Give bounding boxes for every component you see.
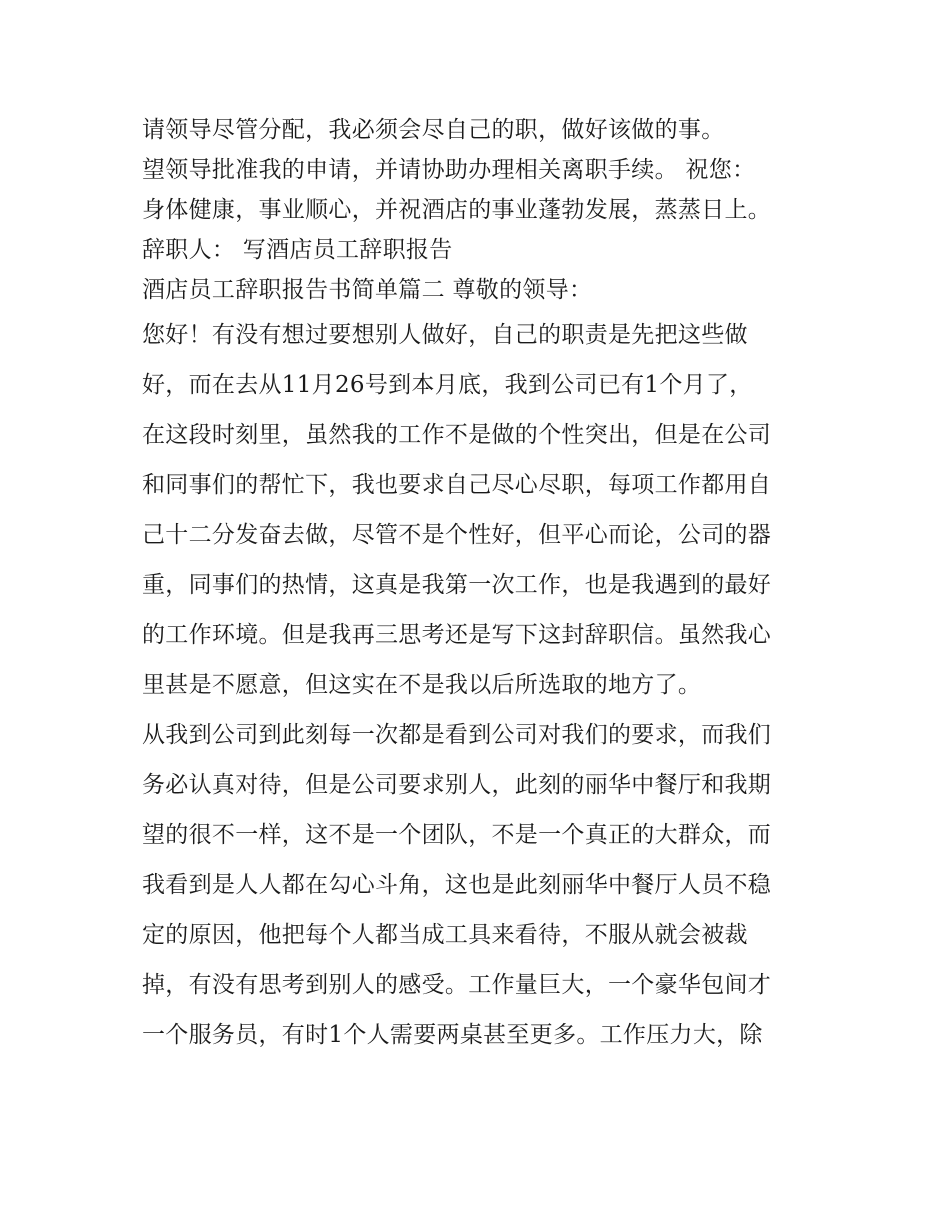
text-line: 您好！有没有想过要想别人做好，自己的职责是先把这些做 bbox=[142, 322, 748, 348]
text-line: 望领导批准我的申请，并请协助办理相关离职手续。 祝您： bbox=[142, 157, 756, 183]
text-line: 请领导尽管分配，我必须会尽自己的职，做好该做的事。 bbox=[142, 117, 725, 143]
text-line: 里甚是不愿意，但这实在不是我以后所选取的地方了。 bbox=[142, 672, 702, 698]
text-line: 定的原因，他把每个人都当成工具来看待，不服从就会被裁 bbox=[142, 922, 748, 948]
text-line: 己十二分发奋去做，尽管不是个性好，但平心而论，公司的器 bbox=[142, 522, 772, 548]
text-line: 我看到是人人都在勾心斗角，这也是此刻丽华中餐厅人员不稳 bbox=[142, 872, 772, 898]
text-line: 在这段时刻里，虽然我的工作不是做的个性突出，但是在公司 bbox=[142, 422, 772, 448]
text-line: 辞职人： 写酒店员工辞职报告 bbox=[142, 237, 453, 263]
text-line: 重，同事们的热情，这真是我第一次工作，也是我遇到的最好 bbox=[142, 572, 772, 598]
text-line: 好，而在去从11月26号到本月底，我到公司已有1个月了， bbox=[142, 372, 753, 398]
text-line: 务必认真对待，但是公司要求别人，此刻的丽华中餐厅和我期 bbox=[142, 772, 772, 798]
text-line: 的工作环境。但是我再三思考还是写下这封辞职信。虽然我心 bbox=[142, 622, 772, 648]
text-line: 从我到公司到此刻每一次都是看到公司对我们的要求，而我们 bbox=[142, 722, 772, 748]
text-line: 掉，有没有思考到别人的感受。工作量巨大，一个豪华包间才 bbox=[142, 972, 772, 998]
text-line: 酒店员工辞职报告书简单篇二 尊敬的领导： bbox=[142, 277, 593, 303]
text-line: 一个服务员，有时1个人需要两桌甚至更多。工作压力大，除 bbox=[142, 1022, 763, 1048]
text-line: 和同事们的帮忙下，我也要求自己尽心尽职，每项工作都用自 bbox=[142, 472, 772, 498]
text-line: 身体健康，事业顺心，并祝酒店的事业蓬勃发展，蒸蒸日上。 bbox=[142, 197, 772, 223]
text-line: 望的很不一样，这不是一个团队，不是一个真正的大群众，而 bbox=[142, 822, 772, 848]
document-body bbox=[142, 110, 822, 1060]
